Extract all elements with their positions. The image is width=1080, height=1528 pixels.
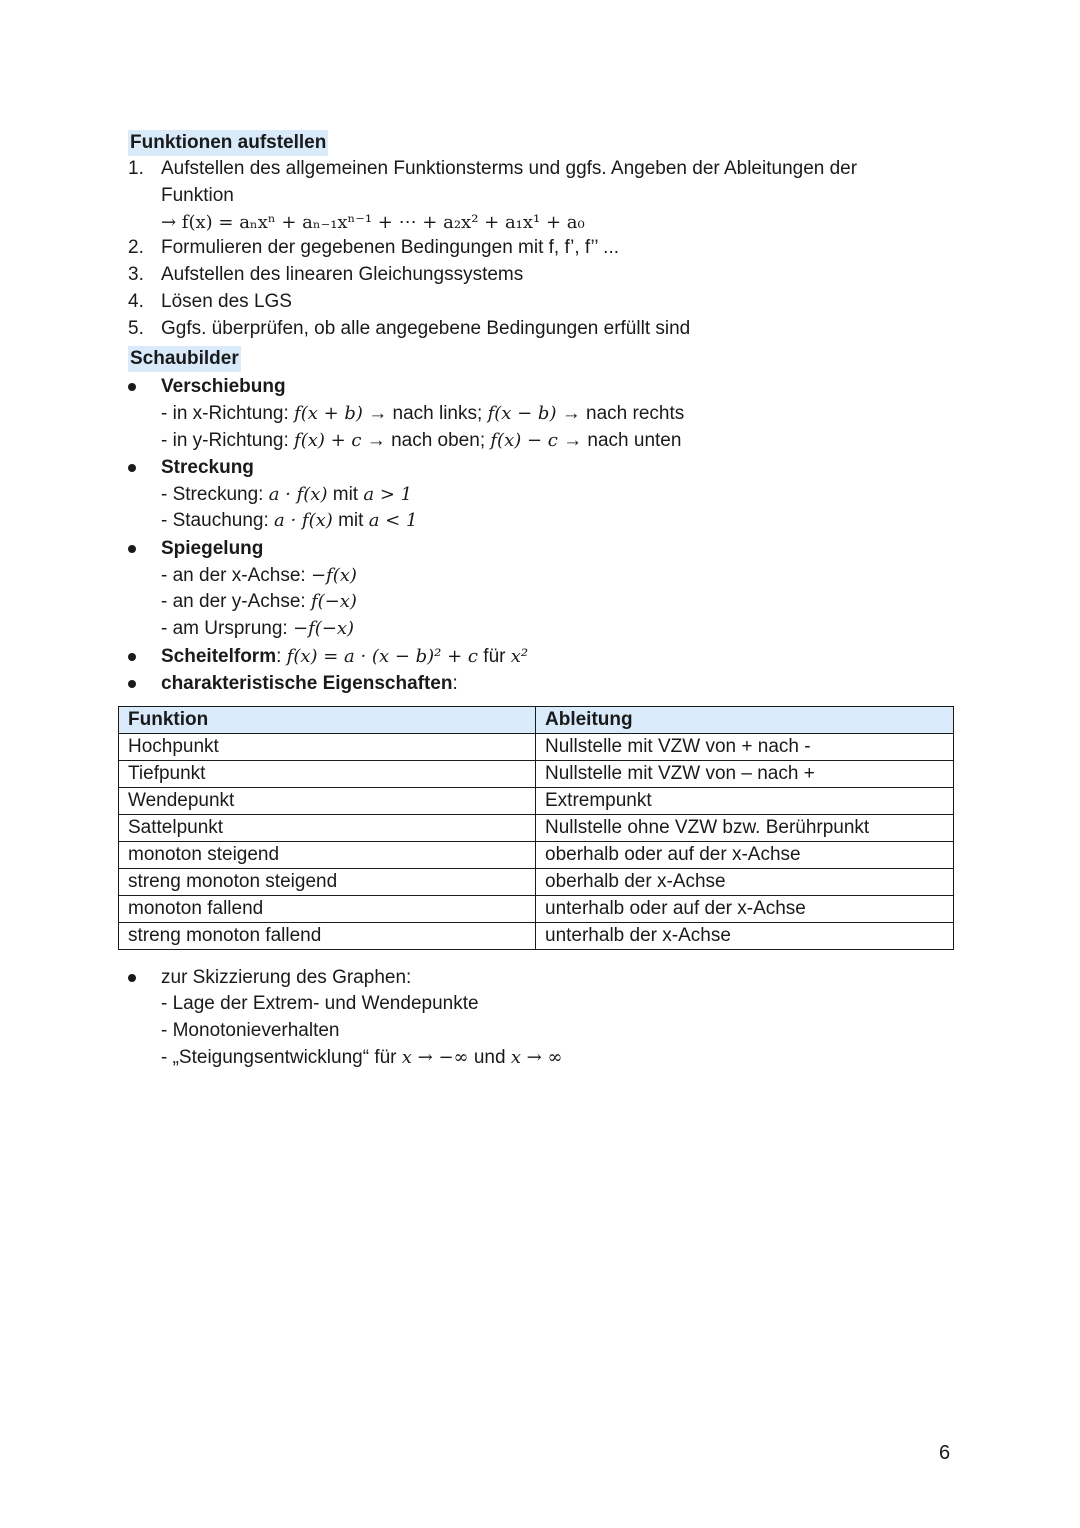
table-cell: unterhalb der x-Achse	[536, 923, 954, 950]
item-text-5: Ggfs. überprüfen, ob alle angegebene Bedingungen erfüllt sind	[161, 318, 691, 339]
properties-table	[118, 706, 954, 950]
item-text-4: Lösen des LGS	[161, 291, 292, 312]
spiegelung-ursprung-line: - am Ursprung: −f(−x)	[161, 618, 355, 639]
item-number-4: 4.	[128, 291, 144, 312]
table-cell: Nullstelle ohne VZW bzw. Berührpunkt	[536, 815, 954, 842]
table-cell: streng monoton steigend	[119, 869, 536, 896]
table-cell: Nullstelle mit VZW von + nach -	[536, 734, 954, 761]
table-row	[119, 734, 954, 761]
eigenschaften-line: charakteristische Eigenschaften:	[161, 673, 458, 694]
heading-schaubilder: Schaubilder	[128, 346, 241, 372]
table-cell: Hochpunkt	[119, 734, 536, 761]
spiegelung-x-line: - an der x-Achse: −f(x)	[161, 565, 357, 586]
spiegelung-title: Spiegelung	[161, 538, 264, 559]
bullet	[128, 974, 136, 982]
item-text-2: Formulieren der gegebenen Bedingungen mit f, f’, f’’ ...	[161, 237, 620, 258]
verschiebung-x-line: - in x-Richtung: f(x + b) → nach links; f(x − b) → nach rechts	[161, 403, 685, 424]
table-cell: oberhalb der x-Achse	[536, 869, 954, 896]
table-row	[119, 788, 954, 815]
streckung-title: Streckung	[161, 457, 254, 478]
table-row	[119, 761, 954, 788]
table-row	[119, 896, 954, 923]
item-text-3: Aufstellen des linearen Gleichungssystems	[161, 264, 524, 285]
item-number-5: 5.	[128, 318, 144, 339]
verschiebung-title: Verschiebung	[161, 376, 286, 397]
table-header-funktion: Funktion	[119, 707, 536, 734]
verschiebung-y-line: - in y-Richtung: f(x) + c → nach oben; f(x) − c → nach unten	[161, 430, 682, 451]
item-text-1-cont: Funktion	[161, 185, 234, 206]
spiegelung-y-line: - an der y-Achse: f(−x)	[161, 591, 357, 612]
scheitelform-line: Scheitelform: f(x) = a · (x − b)² + c für x²	[161, 646, 529, 667]
streckung-line: - Streckung: a · f(x) mit a > 1	[161, 484, 413, 505]
table-cell: Extrempunkt	[536, 788, 954, 815]
table-row	[119, 923, 954, 950]
item-number-1: 1.	[128, 158, 144, 179]
bullet	[128, 545, 136, 553]
skizze-line-3: - „Steigungsentwicklung“ für x → −∞ und x → ∞	[161, 1047, 563, 1068]
skizze-line-2: - Monotonieverhalten	[161, 1020, 340, 1041]
general-function-formula: → f(x) = aₙxⁿ + aₙ₋₁xⁿ⁻¹ + ⋯ + a₂x² + a₁x¹ + a₀	[161, 212, 585, 233]
table-cell: Sattelpunkt	[119, 815, 536, 842]
table-cell: oberhalb oder auf der x-Achse	[536, 842, 954, 869]
item-text-1: Aufstellen des allgemeinen Funktionsterms und ggfs. Angeben der Ableitungen der	[161, 158, 858, 179]
skizze-title: zur Skizzierung des Graphen:	[161, 967, 412, 988]
table-cell: Tiefpunkt	[119, 761, 536, 788]
item-number-2: 2.	[128, 237, 144, 258]
item-number-3: 3.	[128, 264, 144, 285]
table-row	[119, 869, 954, 896]
table-cell: Nullstelle mit VZW von – nach +	[536, 761, 954, 788]
bullet	[128, 383, 136, 391]
table-row	[119, 842, 954, 869]
table-cell: monoton fallend	[119, 896, 536, 923]
bullet	[128, 653, 136, 661]
skizze-line-1: - Lage der Extrem- und Wendepunkte	[161, 993, 479, 1014]
stauchung-line: - Stauchung: a · f(x) mit a < 1	[161, 510, 418, 531]
table-header-row	[119, 707, 954, 734]
table-cell: streng monoton fallend	[119, 923, 536, 950]
table-cell: monoton steigend	[119, 842, 536, 869]
table-row	[119, 815, 954, 842]
page-number: 6	[939, 1442, 951, 1464]
table-cell: unterhalb oder auf der x-Achse	[536, 896, 954, 923]
table-header-ableitung: Ableitung	[536, 707, 954, 734]
table-cell: Wendepunkt	[119, 788, 536, 815]
bullet	[128, 464, 136, 472]
heading-funktionen-aufstellen: Funktionen aufstellen	[128, 130, 328, 156]
bullet	[128, 680, 136, 688]
